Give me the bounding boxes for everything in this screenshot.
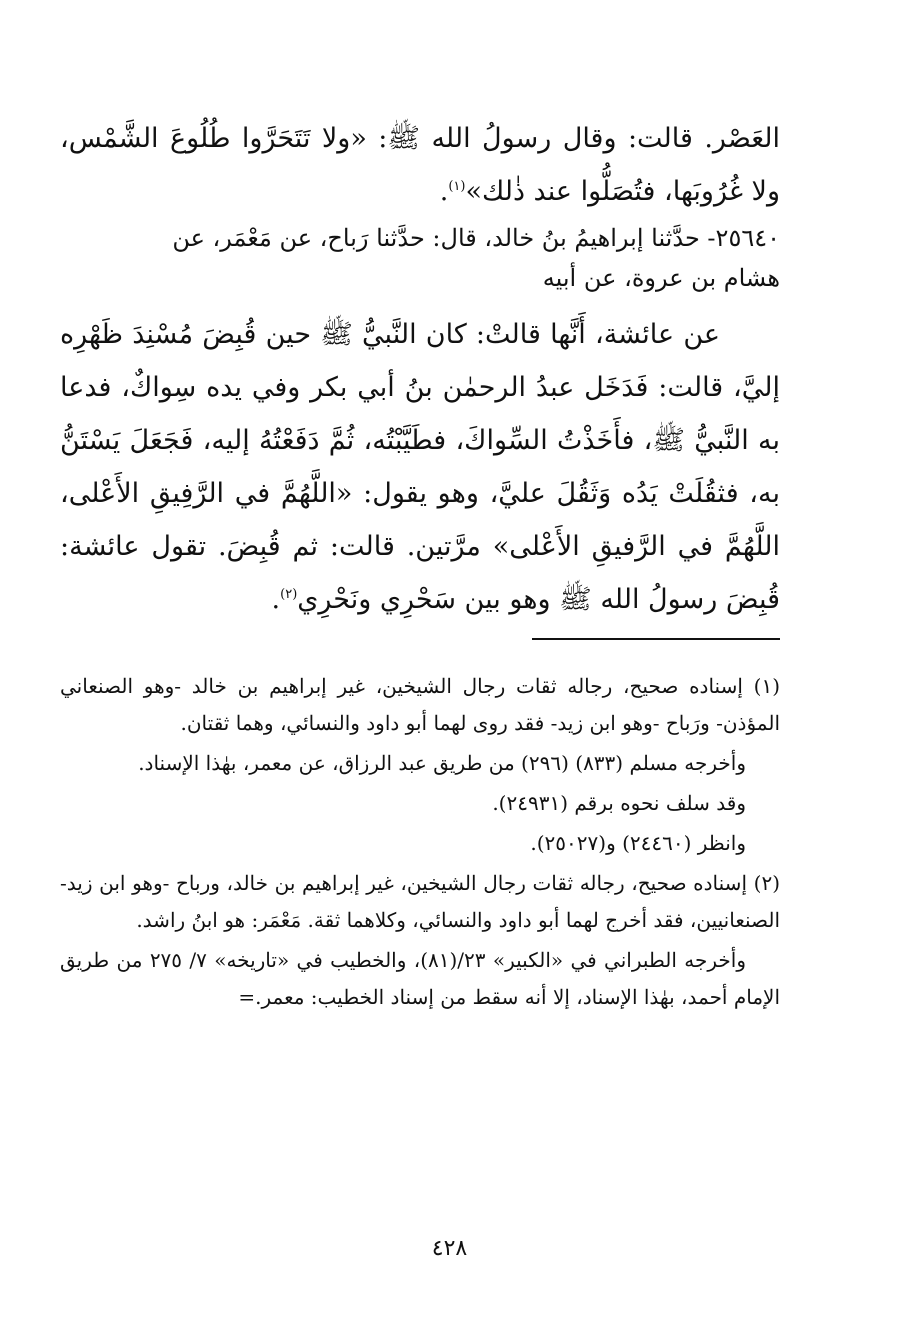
hadith-body: عن عائشة، أَنَّها قالتْ: كان النَّبيُّ ﷺ حين قُبِضَ مُسْنِدَ ظَهْرِه إليَّ، قالت: فَدَخَل عبدُ الرحمٰن بنُ أبي بكر وفي يده سِواكٌ، فدعا به النَّبيُّ ﷺ، فأَخَذْتُ السِّواكَ، فطَيَّبْتُه، ثُمَّ دَفَعْتُهُ إليه، فَجَعَلَ يَسْتَنُّ به، فثقُلَتْ يَدُه وَثَقُلَ عليَّ، وهو يقول: «اللَّهُمَّ في الرَّفِيقِ الأَعْلى، اللَّهُمَّ في الرَّفيقِ الأَعْلى» مرَّتين. قالت: ثم قُبِضَ. تقول عائشة: قُبِضَ رسولُ الله ﷺ وهو بين سَحْرِي ونَحْرِي$^{(٢)}$. xyxy=(60,319,780,615)
footnote-separator xyxy=(532,638,780,640)
hadith-body-text: عن عائشة، أَنَّها قالتْ: كان النَّبيُّ ﷺ حين قُبِضَ مُسْنِدَ ظَهْرِه إليَّ، قالت: فَدَخَل عبدُ الرحمٰن بنُ أبي بكر وفي يده سِواكٌ، فدعا به النَّبيُّ ﷺ، فأَخَذْتُ السِّواكَ، فطَيَّبْتُه، ثُمَّ دَفَعْتُهُ إليه، فَجَعَلَ يَسْتَنُّ به، فثقُلَتْ يَدُه وَثَقُلَ عليَّ، وهو يقول: «اللَّهُمَّ في الرَّفِيقِ الأَعْلى، اللَّهُمَّ في الرَّفيقِ الأَعْلى» مرَّتين. قالت: ثم قُبِضَ. تقول عائشة: قُبِضَ رسولُ الله ﷺ وهو بين سَحْرِي ونَحْرِي xyxy=(60,319,780,615)
footnote-1-source: وأخرجه مسلم (٨٣٣) (٢٩٦) من طريق عبد الرزاق، عن معمر، بهٰذا الإسناد. xyxy=(138,751,746,775)
footnote-2-source: وأخرجه الطبراني في «الكبير» ٢٣/(٨١)، والخطيب في «تاريخه» ٧/ ٢٧٥ من طريق الإمام أحمد، بهٰذا الإسناد، إلا أنه سقط من إسناد الخطيب: معمر.= xyxy=(60,948,780,1009)
main-text xyxy=(60,112,780,626)
page-content xyxy=(60,112,780,1019)
page-number: ٤٢٨ xyxy=(431,1236,468,1261)
continuation-paragraph: العَصْر. قالت: وقال رسولُ الله ﷺ: «ولا تَتَحَرَّوا طُلُوعَ الشَّمْس، ولا غُرُوبَها، فتُصَلُّوا عند ذٰلك»$^{(١)}$. xyxy=(60,123,780,207)
footnotes xyxy=(60,668,780,1016)
footnote-2: (٢) إسناده صحيح، رجاله ثقات رجال الشيخين، غير إبراهيم بن خالد، ورباح -وهو ابن زيد- الصنعانيين، فقد أخرج لهما أبو داود والنسائي، وكلاهما ثقة. مَعْمَر: هو ابنُ راشد. xyxy=(60,871,780,932)
continuation-text: العَصْر. قالت: وقال رسولُ الله ﷺ: «ولا تَتَحَرَّوا طُلُوعَ الشَّمْس، ولا غُرُوبَها، فتُصَلُّوا عند ذٰلك» xyxy=(60,123,780,207)
footnote-ref-2: (٢) xyxy=(280,587,298,602)
footnote-1: (١) إسناده صحيح، رجاله ثقات رجال الشيخين، غير إبراهيم بن خالد -وهو الصنعاني المؤذن- ورَباح -وهو ابن زيد- فقد روى لهما أبو داود والنسائي، وهما ثقتان. xyxy=(60,674,780,735)
hadith-chain-line: هشام بن عروة، عن أبيه xyxy=(542,264,780,292)
footnote-ref-1: (١) xyxy=(448,179,466,194)
footnote-1-crossref: وقد سلف نحوه برقم (٢٤٩٣١). xyxy=(492,791,746,815)
footnote-1-see-also: وانظر (٢٤٤٦٠) و(٢٥٠٢٧). xyxy=(530,831,746,855)
hadith-number-line: ٢٥٦٤٠- حدَّثنا إبراهيمُ بنُ خالد، قال: حدَّثنا رَباح، عن مَعْمَر، عن xyxy=(172,224,780,252)
